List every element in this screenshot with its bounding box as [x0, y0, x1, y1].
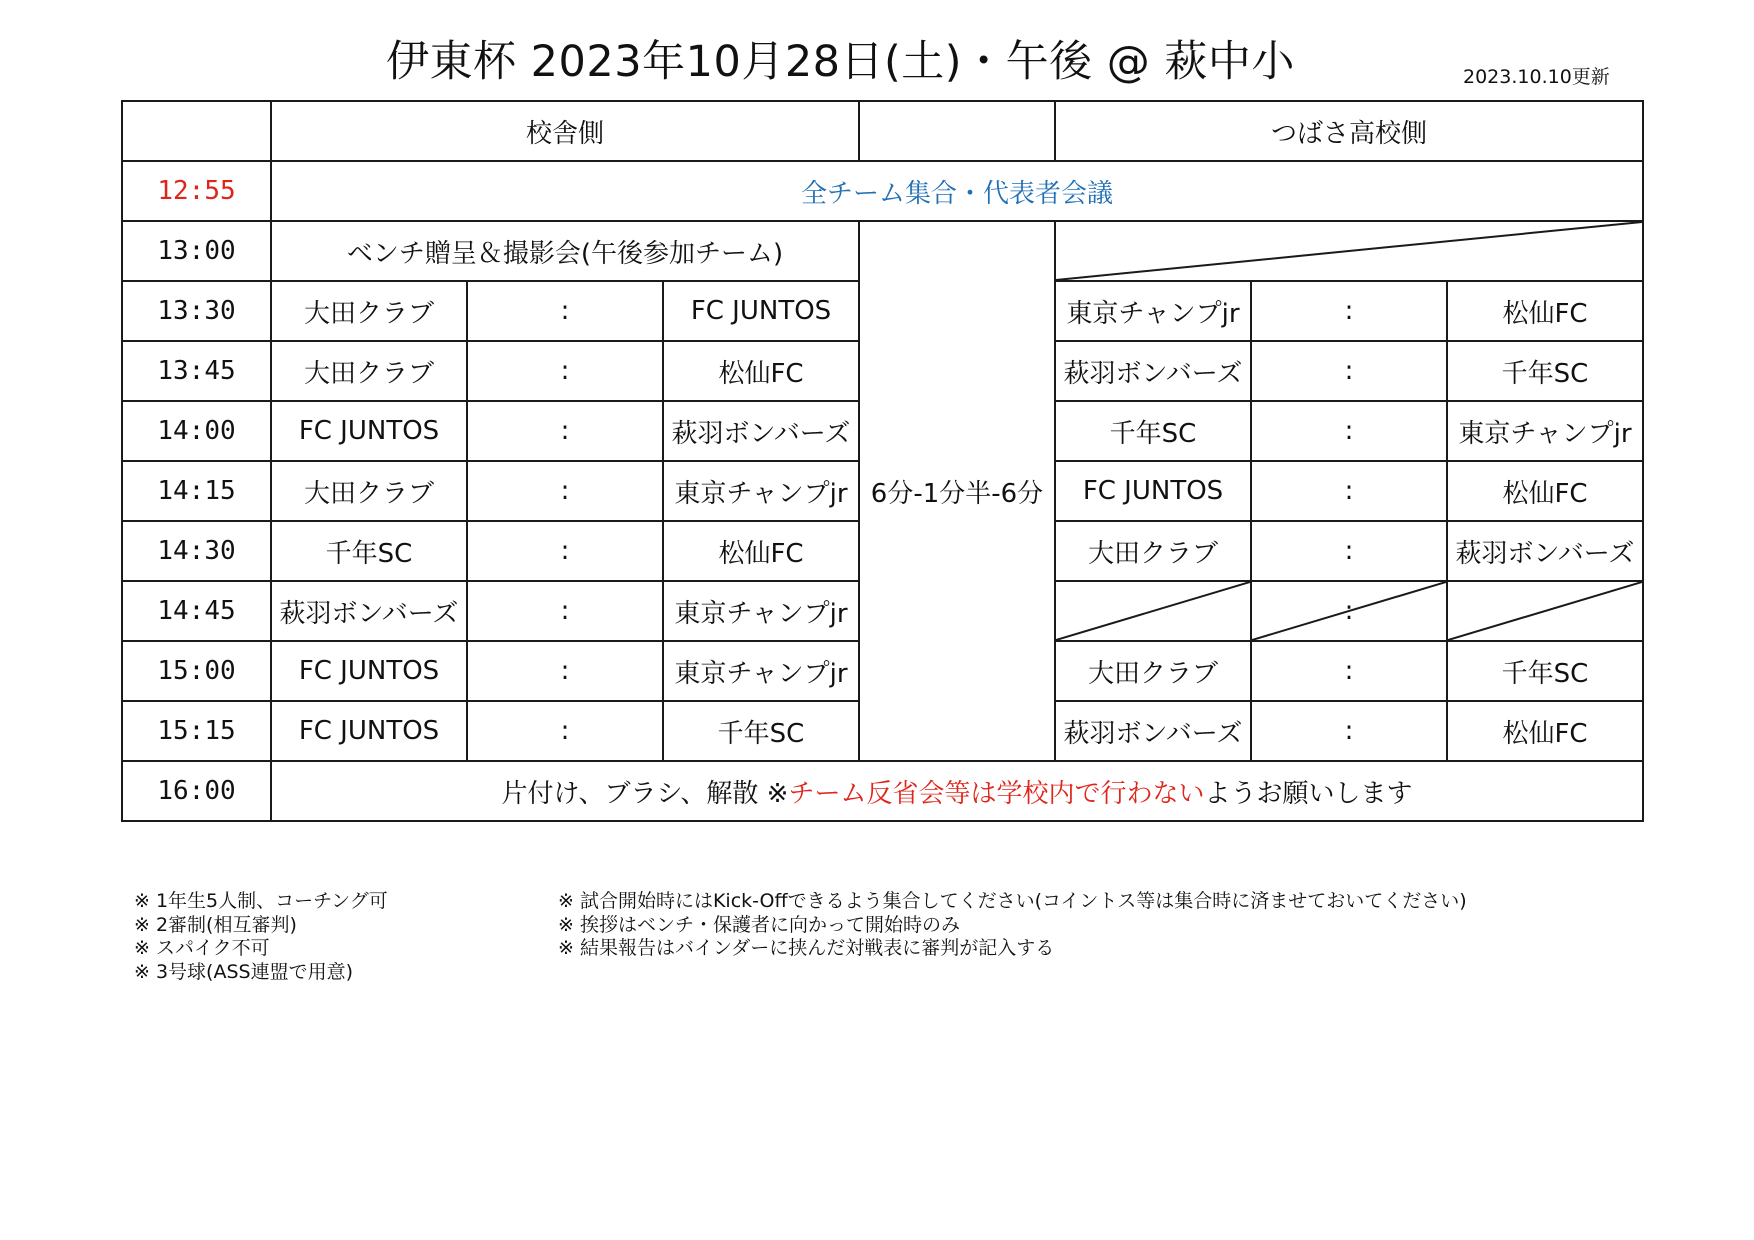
time-cell: 13:00	[122, 221, 271, 281]
closing-text-b: ようお願いします	[1204, 778, 1413, 809]
note-item: ※ 2審制(相互審判)	[134, 913, 297, 936]
left-away-team: 東京チャンプjr	[663, 581, 859, 641]
right-home-empty-slot	[1055, 581, 1251, 641]
left-score-separator: :	[467, 341, 663, 401]
note-item: ※ 3号球(ASS連盟で用意)	[134, 960, 353, 983]
right-home-team: 東京チャンプjr	[1055, 281, 1251, 341]
right-away-team: 松仙FC	[1447, 461, 1643, 521]
schedule-table	[121, 100, 1644, 822]
closing-text-warning: チーム反省会等は学校内で行わない	[788, 778, 1205, 809]
right-away-empty-slot	[1447, 581, 1643, 641]
left-home-team: 大田クラブ	[271, 461, 467, 521]
right-home-team: FC JUNTOS	[1055, 461, 1251, 521]
note-item: ※ 挨拶はベンチ・保護者に向かって開始時のみ	[558, 913, 960, 936]
right-home-team: 萩羽ボンバーズ	[1055, 701, 1251, 761]
match-format-cell: 6分-1分半-6分	[859, 221, 1055, 761]
right-empty-separator	[1251, 581, 1447, 641]
time-cell: 14:15	[122, 461, 271, 521]
time-cell: 13:45	[122, 341, 271, 401]
note-item: ※ スパイク不可	[134, 937, 270, 959]
right-empty-slot	[1055, 221, 1643, 281]
time-cell: 12:55	[122, 161, 271, 221]
time-cell: 15:00	[122, 641, 271, 701]
time-cell: 14:45	[122, 581, 271, 641]
right-score-separator: :	[1251, 461, 1447, 521]
right-home-team: 萩羽ボンバーズ	[1055, 341, 1251, 401]
ceremony-text: ベンチ贈呈＆撮影会(午後参加チーム)	[271, 221, 859, 281]
right-away-team: 松仙FC	[1447, 701, 1643, 761]
time-cell: 15:15	[122, 701, 271, 761]
notes-right	[558, 890, 1467, 961]
right-score-separator: :	[1344, 596, 1354, 626]
time-cell: 14:30	[122, 521, 271, 581]
left-home-team: 大田クラブ	[271, 281, 467, 341]
left-score-separator: :	[467, 281, 663, 341]
time-cell: 13:30	[122, 281, 271, 341]
right-away-team: 萩羽ボンバーズ	[1447, 521, 1643, 581]
left-score-separator: :	[467, 641, 663, 701]
left-home-team: FC JUNTOS	[271, 401, 467, 461]
note-item: ※ 結果報告はバインダーに挟んだ対戦表に審判が記入する	[558, 937, 1055, 959]
left-away-team: 東京チャンプjr	[663, 461, 859, 521]
right-home-team: 千年SC	[1055, 401, 1251, 461]
ceremony-row	[122, 221, 1643, 281]
header-blank-time	[122, 101, 271, 161]
left-away-team: 松仙FC	[663, 341, 859, 401]
left-score-separator: :	[467, 461, 663, 521]
right-away-team: 千年SC	[1447, 341, 1643, 401]
right-away-team: 松仙FC	[1447, 281, 1643, 341]
closing-text-a: 片付け、ブラシ、解散 ※	[501, 778, 789, 809]
header-blank-middle	[859, 101, 1055, 161]
right-away-team: 千年SC	[1447, 641, 1643, 701]
note-item: ※ 1年生5人制、コーチング可	[134, 890, 388, 912]
closing-row	[122, 761, 1643, 821]
note-item: ※ 試合開始時にはKick-Offできるよう集合してください(コイントス等は集合時に済ませておいてください)	[558, 890, 1467, 912]
right-score-separator: :	[1251, 401, 1447, 461]
left-home-team: FC JUNTOS	[271, 641, 467, 701]
right-score-separator: :	[1251, 701, 1447, 761]
time-cell: 16:00	[122, 761, 271, 821]
left-away-team: 萩羽ボンバーズ	[663, 401, 859, 461]
left-home-team: 萩羽ボンバーズ	[271, 581, 467, 641]
left-away-team: 千年SC	[663, 701, 859, 761]
header-right-field: つばさ高校側	[1055, 101, 1643, 161]
left-home-team: FC JUNTOS	[271, 701, 467, 761]
header-row	[122, 101, 1643, 161]
left-score-separator: :	[467, 701, 663, 761]
left-away-team: FC JUNTOS	[663, 281, 859, 341]
right-score-separator: :	[1251, 521, 1447, 581]
left-score-separator: :	[467, 521, 663, 581]
right-score-separator: :	[1251, 641, 1447, 701]
left-away-team: 東京チャンプjr	[663, 641, 859, 701]
right-home-team: 大田クラブ	[1055, 641, 1251, 701]
left-score-separator: :	[467, 401, 663, 461]
assembly-text: 全チーム集合・代表者会議	[271, 161, 1643, 221]
header-left-field: 校舎側	[271, 101, 859, 161]
notes-left	[134, 890, 388, 984]
left-away-team: 松仙FC	[663, 521, 859, 581]
time-cell: 14:00	[122, 401, 271, 461]
assembly-row	[122, 161, 1643, 221]
right-score-separator: :	[1251, 281, 1447, 341]
left-score-separator: :	[467, 581, 663, 641]
page-title: 伊東杯 2023年10月28日(土)・午後 @ 萩中小	[386, 37, 1295, 87]
right-score-separator: :	[1251, 341, 1447, 401]
closing-text	[271, 761, 1643, 821]
left-home-team: 千年SC	[271, 521, 467, 581]
right-away-team: 東京チャンプjr	[1447, 401, 1643, 461]
right-home-team: 大田クラブ	[1055, 521, 1251, 581]
left-home-team: 大田クラブ	[271, 341, 467, 401]
updated-date: 2023.10.10更新	[1463, 66, 1610, 88]
